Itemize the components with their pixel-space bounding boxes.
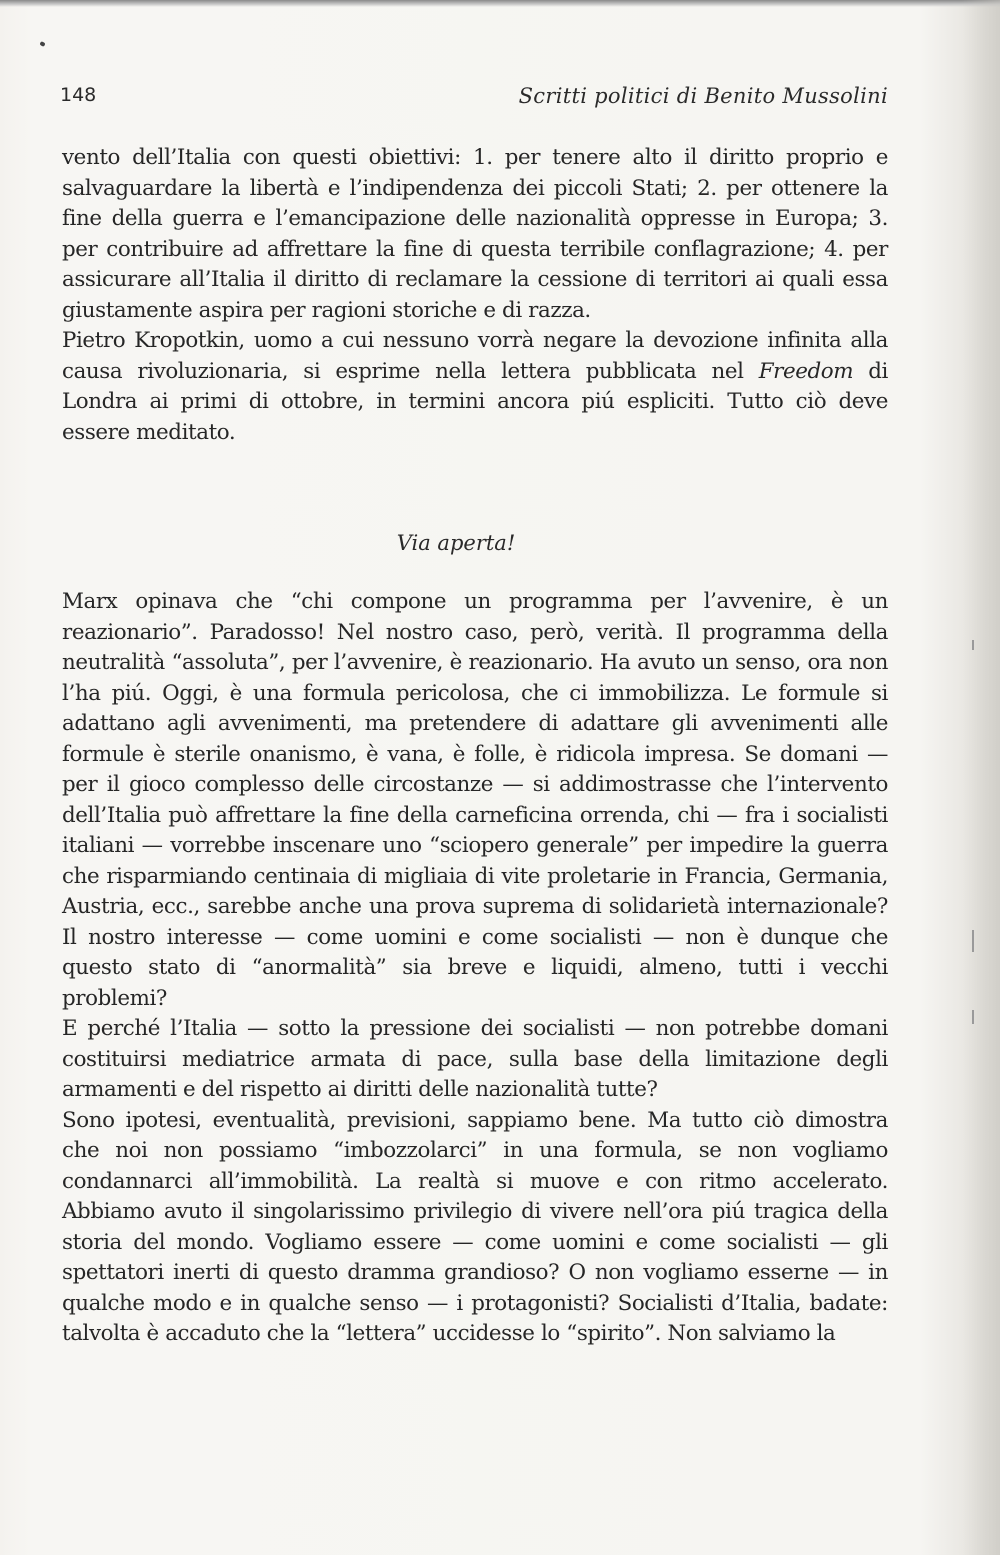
kropotkin-text-end: di Londra ai primi di ottobre, in termini ancora piú espliciti. Tutto ciò deve essere meditato. [62,358,888,445]
text-block-top [62,143,888,448]
kropotkin-text-start: Pietro Kropotkin, uomo a cui nessuno vorrà negare la devozione infinita alla causa rivoluzionaria, si esprime nella lettera pubblicata nel [62,328,888,384]
section-title: Via aperta! [396,531,516,555]
scan-speck [39,41,45,47]
scan-mark [972,1010,974,1024]
paragraph-kropotkin [62,326,888,448]
scan-mark [972,930,974,952]
paragraph: Sono ipotesi, eventualità, previsioni, sappiamo bene. Ma tutto ciò dimostra che noi non possiamo “imbozzolarci” in una formula, se non vogliamo condannarci all’immobilità. La realtà si muove e con ritmo accelerato. Abbiamo avuto il singolarissimo privilegio di vivere nell’ora piú tragica della storia del mondo. Vogliamo essere — come uomini e come socialisti — gli spettatori inerti di questo dramma grandioso? O non vogliamo esserne — in qualche modo e in qualche senso — i protagonisti? Socialisti d’Italia, badate: talvolta è accaduto che la “lettera” uccidesse lo “spirito”. Non salviamo la [62,1107,888,1346]
scan-top-edge [0,0,1000,7]
publication-title: Freedom [758,358,854,384]
running-head: Scritti politici di Benito Mussolini [518,84,888,108]
scan-mark [972,640,974,650]
page-number: 148 [60,84,97,106]
page-header [60,84,888,114]
paragraph: E perché l’Italia — sotto la pressione dei socialisti — non potrebbe domani costituirsi mediatrice armata di pace, sulla base della limitazione degli armamenti e del rispetto ai diritti delle nazionalità tutte? [62,1016,888,1102]
paragraph: Marx opinava che “chi compone un programma per l’avvenire, è un reazionario”. Paradosso! Nel nostro caso, però, verità. Il programma della neutralità “assoluta”, per l’avvenire, è reazionario. Ha avuto un senso, ora non l’ha piú. Oggi, è una formula pericolosa, che ci immobilizza. Le formule si adattano agli avvenimenti, ma pretendere di adattare gli avvenimenti alle formule è sterile onanismo, è vana, è folle, è ridicola impresa. Se domani — per il gioco complesso delle circostanze — si addimostrasse che l’intervento dell’Italia può affrettare la fine della carneficina orrenda, chi — fra i socialisti italiani — vorrebbe inscenare uno “sciopero generale” per impedire la guerra che risparmiando centinaia di migliaia di vite proletarie in Francia, Germania, Austria, ecc., sarebbe anche una prova suprema di solidarietà internazionale? Il nostro interesse — come uomini e come socialisti — non è dunque che questo stato di “anormalità” sia breve e liquidi, almeno, tutti i vecchi problemi? [62,589,888,1011]
text-block-main [62,587,888,1350]
paragraph: vento dell’Italia con questi obiettivi: 1. per tenere alto il diritto proprio e salvaguardare la libertà e l’indipendenza dei piccoli Stati; 2. per ottenere la fine della guerra e l’emancipazione delle nazionalità oppresse in Europa; 3. per contribuire ad affrettare la fine di questa terribile conflagrazione; 4. per assicurare all’Italia il diritto di reclamare la cessione di territori ai quali essa giustamente aspira per ragioni storiche e di razza. [62,145,888,323]
page-gutter-shadow [962,0,1000,1555]
